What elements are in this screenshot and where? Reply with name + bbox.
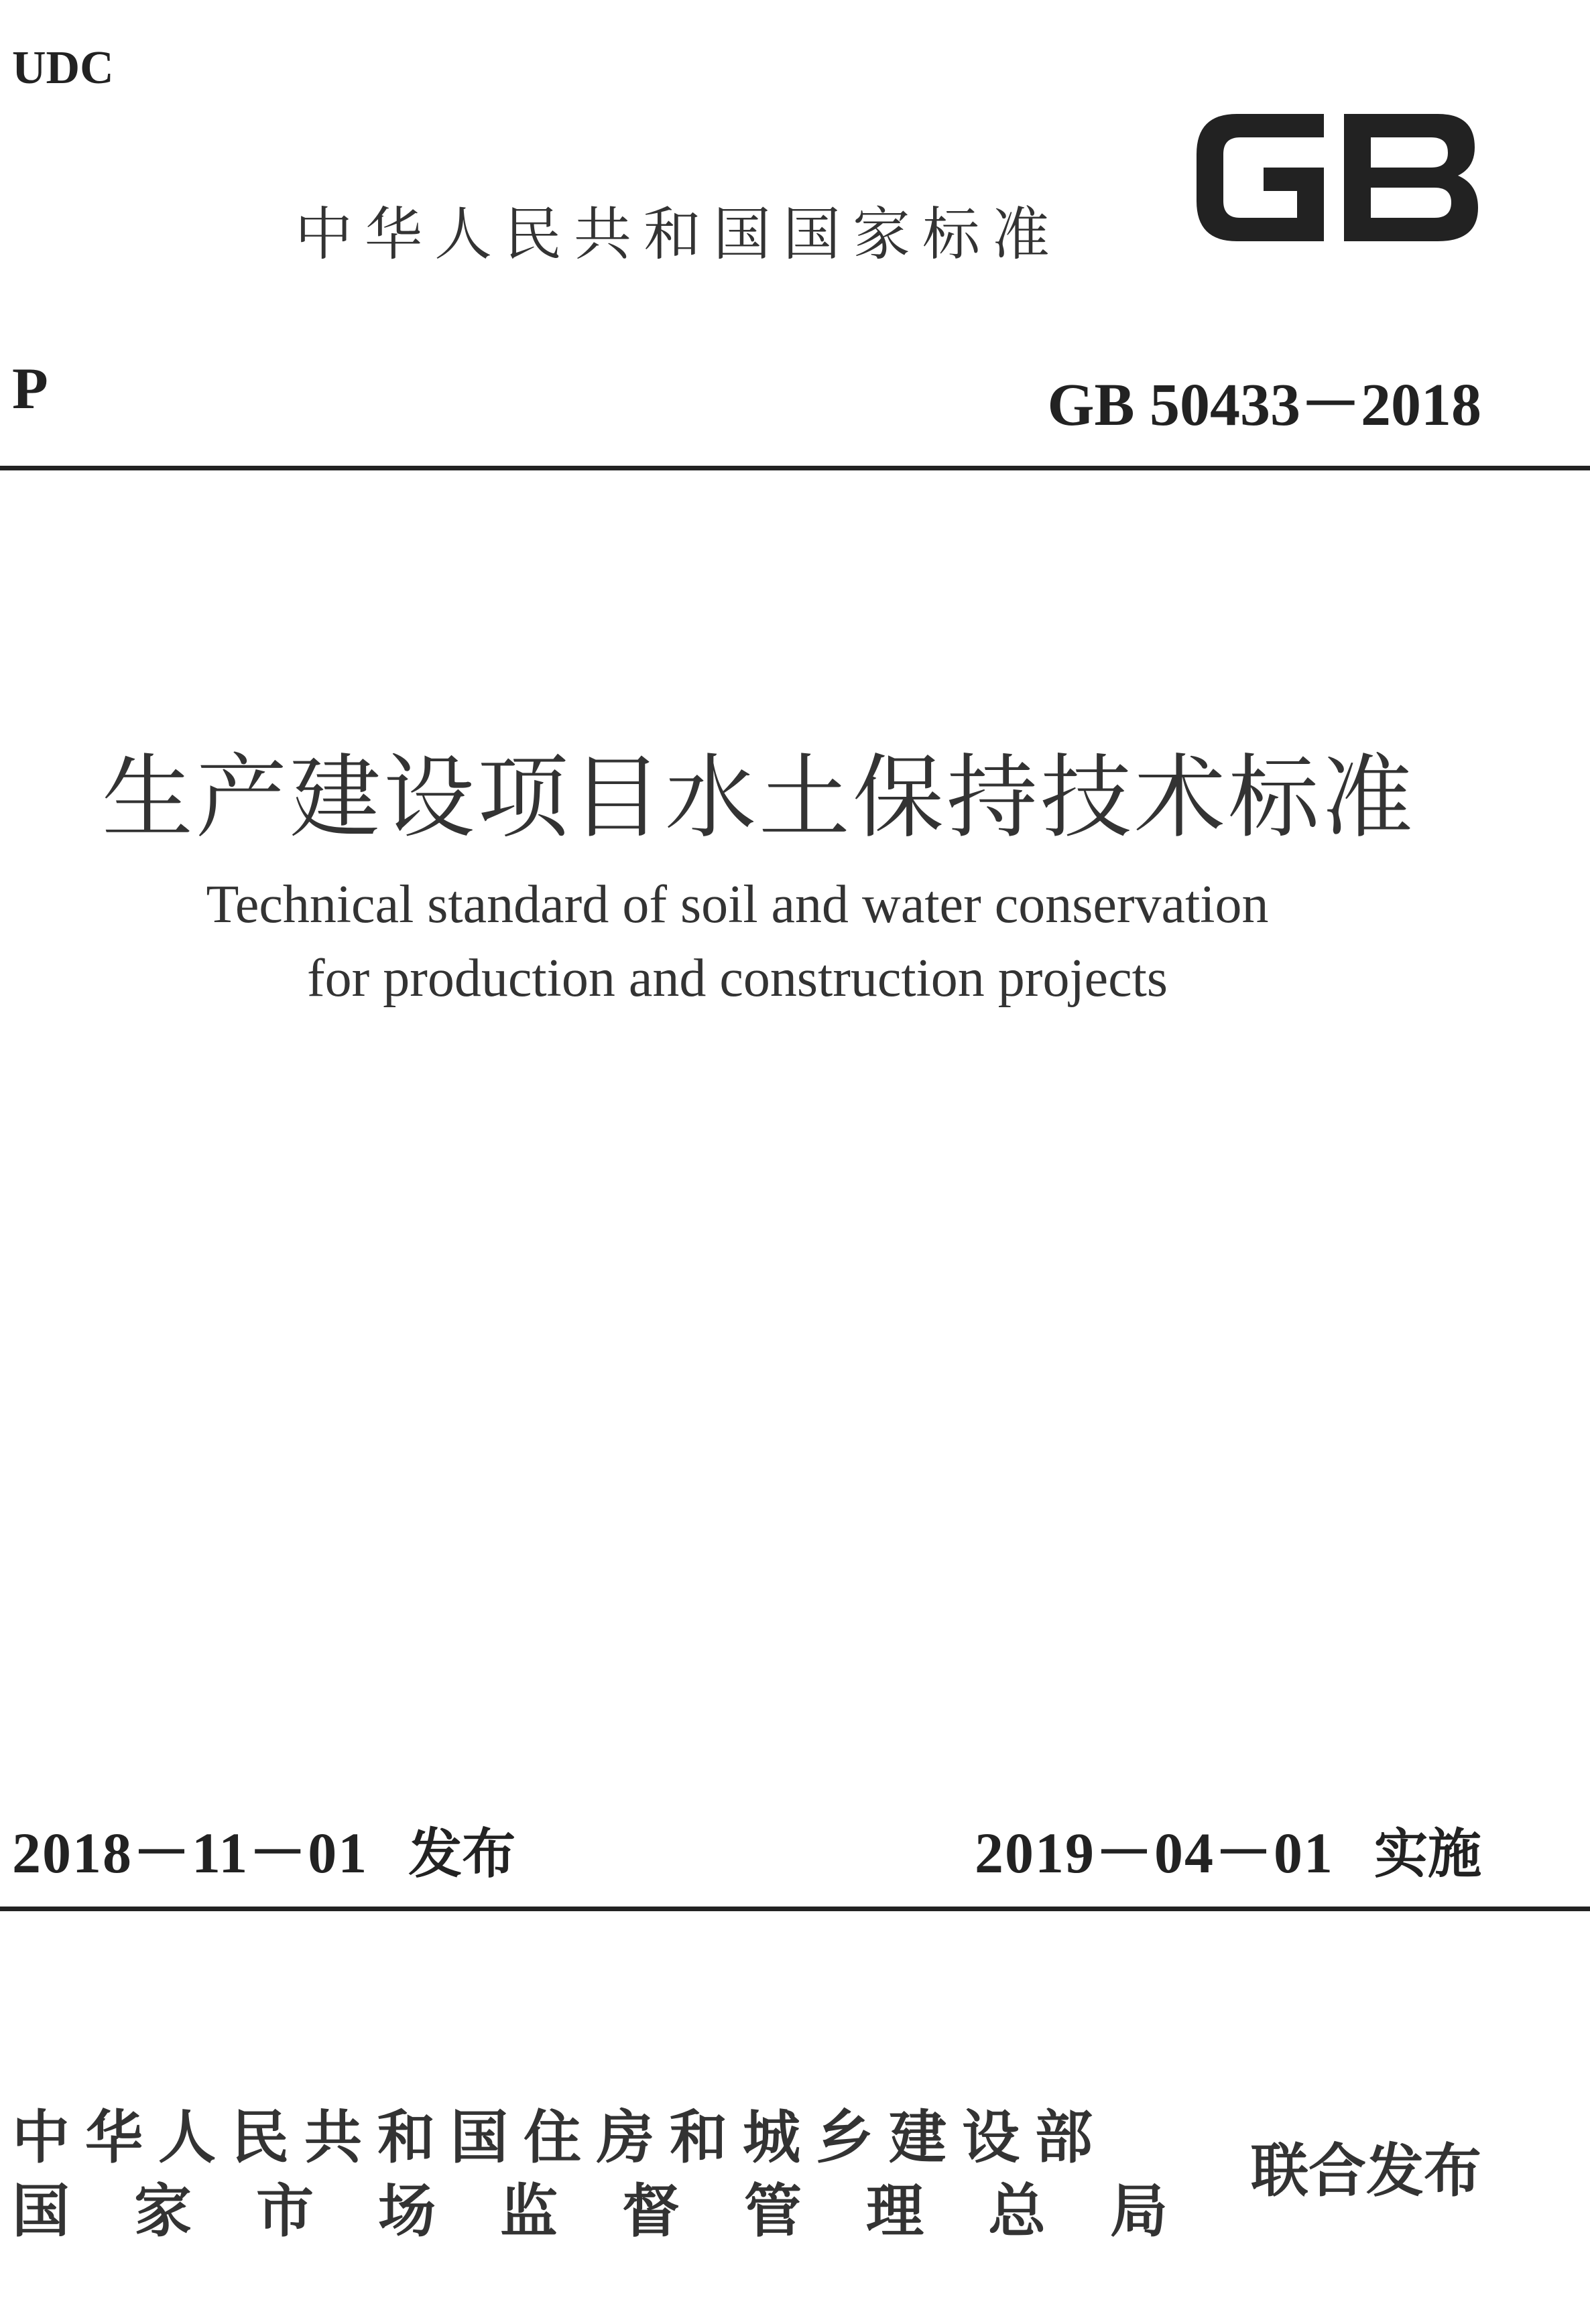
issue-date-block	[12, 1806, 515, 1889]
joint-issue-label: 联合发布	[1251, 2138, 1481, 2205]
issue-label: 发布	[408, 1823, 516, 1885]
implement-date: 2019－04－01	[975, 1821, 1334, 1885]
national-standard-label: 中华人民共和国国家标准	[295, 201, 1062, 268]
issue-date: 2018－11－01	[12, 1821, 369, 1885]
issuer-line1: 中华人民共和国住房和城乡建设部	[12, 2104, 1108, 2171]
classification-code: P	[12, 357, 48, 422]
title-english-line1: Technical standard of soil and water conservation	[206, 875, 1269, 934]
title-english-line2: for production and construction projects	[306, 949, 1168, 1008]
title-chinese: 生产建设项目水土保持技术标准	[102, 745, 1416, 851]
top-divider	[0, 466, 1590, 470]
issuer-line2: 国家市场监督管理总局	[12, 2178, 1232, 2245]
bottom-divider	[0, 1907, 1590, 1911]
implement-label: 实施	[1374, 1823, 1481, 1885]
implement-date-block	[975, 1806, 1481, 1889]
standard-number: GB 50433－2018	[1047, 372, 1481, 438]
gb-logo	[1190, 101, 1485, 255]
udc-label: UDC	[12, 42, 114, 94]
